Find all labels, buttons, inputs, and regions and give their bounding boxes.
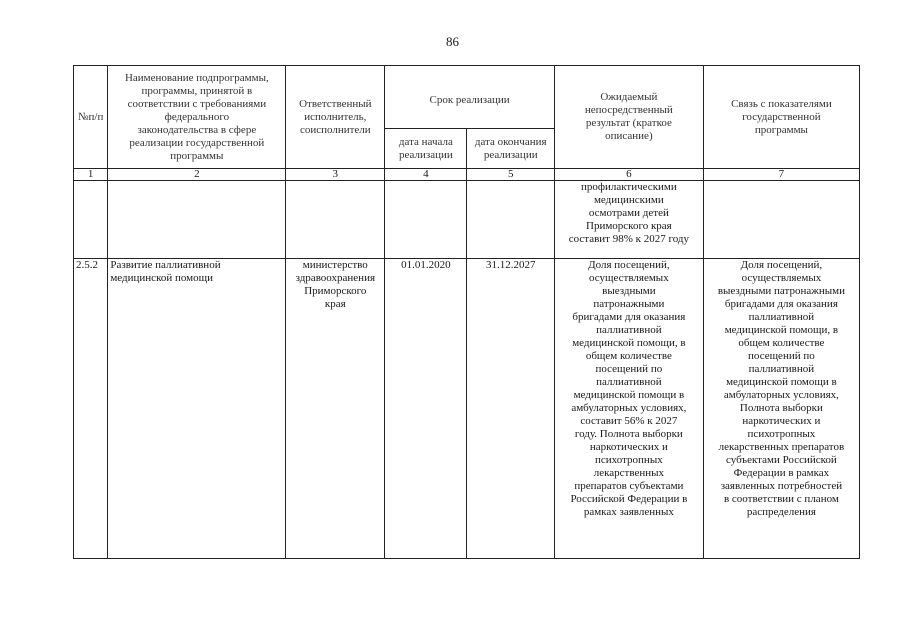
text-line: амбулаторных условиях, — [571, 402, 687, 414]
text-line: заявленных потребностей — [720, 480, 843, 492]
text-line: государственной — [742, 110, 821, 123]
header-term-start — [385, 129, 467, 169]
text-line: медицинской помощи, в — [724, 324, 839, 336]
column-number: 5 — [467, 169, 554, 181]
text-line: осмотрами детей — [588, 207, 669, 219]
text-line: медицинскими — [593, 194, 664, 206]
text-line: Полнота выборки — [739, 402, 823, 414]
column-number-row — [74, 169, 860, 181]
text-line: реализации государственной — [129, 136, 265, 149]
header-term: Срок реализации — [385, 66, 555, 129]
text-line: соответствии с требованиями — [127, 97, 267, 110]
text-line: осуществляемых — [741, 272, 822, 284]
text-line: министерство — [302, 259, 368, 271]
text-line: здравоохранения — [295, 272, 376, 284]
text-line: паллиативной — [748, 311, 815, 323]
column-number: 7 — [703, 169, 859, 181]
text-line: субъектами Российской — [725, 454, 837, 466]
text-line: посещений по — [748, 350, 815, 362]
text-line: непосредственный — [584, 104, 673, 116]
row-subprogram-name — [108, 259, 286, 559]
text-line: Связь с показателями — [731, 97, 832, 110]
row-start-date: 01.01.2020 — [385, 259, 467, 559]
table-row — [74, 181, 860, 259]
text-line: Приморского края — [586, 220, 672, 232]
column-number: 4 — [385, 169, 467, 181]
row-indicator-link — [703, 181, 859, 259]
column-number: 2 — [108, 169, 286, 181]
text-line: исполнитель, — [304, 110, 367, 123]
row-start-date — [385, 181, 467, 259]
row-expected-result — [554, 181, 703, 259]
row-end-date — [467, 181, 554, 259]
text-line: паллиативной — [596, 324, 662, 336]
text-line: результат (краткое — [585, 117, 672, 129]
text-line: описание) — [605, 130, 653, 142]
text-line: паллиативной — [748, 363, 815, 375]
header-executor — [286, 66, 385, 169]
text-line: Наименование подпрограммы, — [124, 71, 269, 84]
text-line: федерального — [164, 110, 230, 123]
text-line: составит 56% к 2027 — [580, 415, 678, 427]
text-line: общем количестве — [738, 337, 825, 349]
text-line: Развитие паллиативной — [110, 259, 221, 271]
column-number: 3 — [286, 169, 385, 181]
text-line: осуществляемых — [589, 272, 669, 284]
text-line: реализации — [483, 148, 538, 161]
text-line: патронажными — [593, 298, 665, 310]
text-line: выездными патронажными — [717, 285, 845, 297]
text-line: программы — [170, 149, 224, 162]
text-line: Доля посещений, — [588, 259, 670, 271]
text-line: амбулаторных условиях, — [723, 389, 839, 401]
text-line: медицинской помощи в — [573, 389, 685, 401]
text-line: Федерации в рамках — [733, 467, 830, 479]
text-line: соисполнители — [299, 123, 371, 136]
text-line: программы — [754, 123, 808, 136]
row-number: 2.5.2 — [74, 259, 108, 559]
row-number — [74, 181, 108, 259]
row-indicator-link — [703, 259, 859, 559]
header-indicator-link — [703, 66, 859, 169]
text-line: края — [324, 298, 346, 310]
text-line: профилактическими — [580, 181, 677, 193]
program-table — [73, 65, 860, 559]
text-line: законодательства в сфере — [137, 123, 257, 136]
text-line: реализации — [398, 148, 453, 161]
table-row — [74, 259, 860, 559]
text-line: программы, принятой в — [141, 84, 253, 97]
header-number: №п/п — [74, 66, 108, 169]
row-expected-result — [554, 259, 703, 559]
text-line: распределения — [746, 506, 816, 518]
row-end-date: 31.12.2027 — [467, 259, 554, 559]
text-line: наркотических и — [742, 415, 821, 427]
text-line: Ответственный — [299, 97, 372, 110]
text-line: медицинской помощи в — [726, 376, 837, 388]
table-header — [74, 66, 860, 181]
column-number: 1 — [74, 169, 108, 181]
text-line: лекарственных — [593, 467, 665, 479]
text-line: составит 98% к 2027 году — [568, 233, 689, 245]
header-expected-result — [554, 66, 703, 169]
text-line: общем количестве — [585, 350, 672, 362]
column-number: 6 — [554, 169, 703, 181]
text-line: Приморского — [304, 285, 367, 297]
text-line: психотропных — [595, 454, 663, 466]
text-line: в соответствии с планом — [723, 493, 839, 505]
text-line: Доля посещений, — [740, 259, 823, 271]
text-line: медицинской помощи — [110, 272, 213, 284]
text-line: паллиативной — [596, 376, 662, 388]
text-line: дата начала — [398, 135, 453, 148]
text-line: психотропных — [747, 428, 816, 440]
text-line: медицинской помощи, в — [572, 337, 686, 349]
text-line: году. Полнота выборки — [574, 428, 683, 440]
text-line: Ожидаемый — [600, 91, 658, 103]
row-executor — [286, 181, 385, 259]
header-subprogram-name — [108, 66, 286, 169]
header-term-end — [467, 129, 554, 169]
text-line: рамках заявленных — [583, 506, 674, 518]
row-subprogram-name — [108, 181, 286, 259]
text-line: препаратов субъектами — [574, 480, 684, 492]
page-number: 86 — [446, 34, 459, 49]
text-line: дата окончания — [474, 135, 547, 148]
text-line: Российской Федерации в — [570, 493, 688, 505]
row-executor — [286, 259, 385, 559]
text-line: наркотических и — [589, 441, 668, 453]
text-line: посещений по — [595, 363, 663, 375]
text-line: выездными — [602, 285, 656, 297]
text-line: лекарственных препаратов — [718, 441, 845, 453]
text-line: бригадами для оказания — [572, 311, 686, 323]
text-line: бригадами для оказания — [724, 298, 838, 310]
